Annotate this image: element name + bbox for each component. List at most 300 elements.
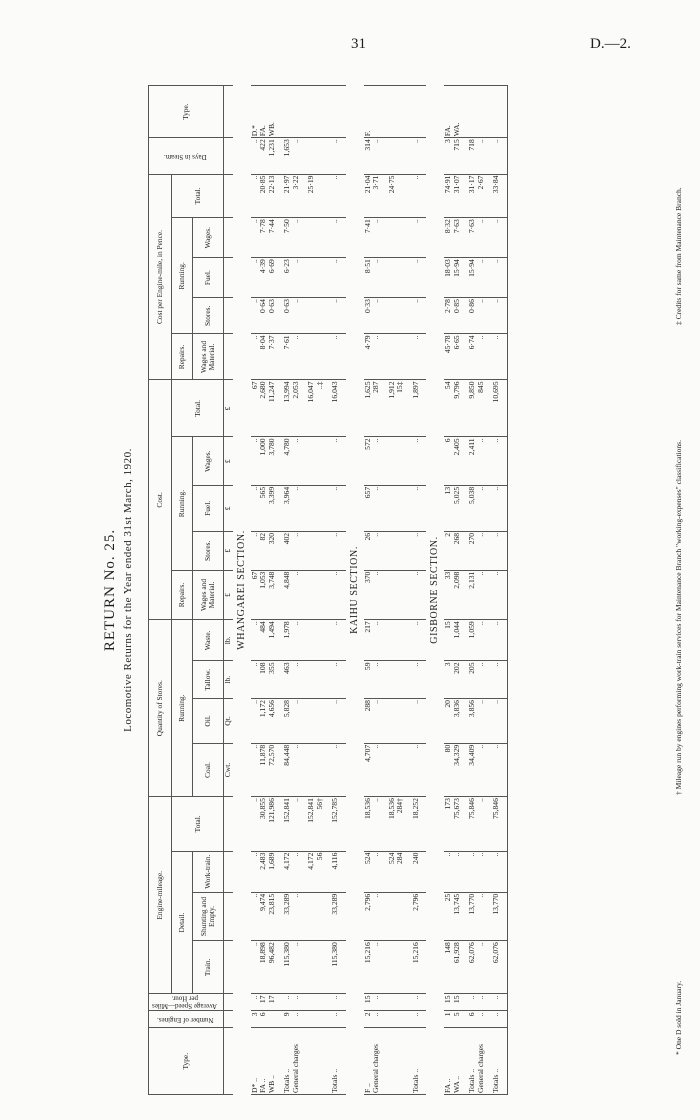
unit-cell [224, 138, 233, 174]
table-cell: 13,770 .. [467, 892, 485, 940]
row-type-right [387, 86, 405, 138]
table-cell [306, 138, 324, 174]
table-cell: 24·75 [387, 174, 405, 218]
header-engine-mileage: Engine-mileage. [149, 797, 172, 994]
table-cell: .. [411, 661, 421, 699]
table-cell: 148 61,928 [444, 941, 461, 994]
spacer-cell [501, 743, 508, 796]
spacer-cell [501, 138, 508, 174]
table-cell: 463 .. [282, 661, 300, 699]
unit-cell: £ [224, 485, 233, 531]
table-cell: .. [330, 1011, 340, 1028]
unit-cell: £ [224, 437, 233, 485]
row-label: D* .. FA .. WB .. [251, 1028, 277, 1095]
header-type: Type. [149, 1028, 224, 1095]
table-cell: 15,216 [411, 941, 421, 994]
table-cell: 3 202 [444, 661, 461, 699]
spacer-cell [501, 851, 508, 892]
header-pence-stores: Stores. [193, 298, 224, 334]
table-cell: .. [491, 258, 501, 298]
table-cell: 20 3,836 [444, 699, 461, 744]
table-cell: .. [411, 994, 421, 1011]
table-row [467, 86, 485, 1095]
section-heading-row [346, 86, 364, 1095]
table-cell: .. [411, 218, 421, 258]
table-cell: .. [491, 661, 501, 699]
table-cell: .. [491, 743, 501, 796]
row-label: Totals .. [330, 1028, 340, 1095]
header-stores-running: Running. [172, 620, 193, 797]
table-cell [306, 485, 324, 531]
table-cell: 31·17 2·67 [467, 174, 485, 218]
table-cell: .. 422 1,231 [251, 138, 277, 174]
spacer-cell [501, 380, 508, 437]
table-cell [306, 743, 324, 796]
header-pence-fuel: Fuel. [193, 258, 224, 298]
table-cell: .. [491, 298, 501, 334]
table-cell: 0·86 .. [467, 298, 485, 334]
table-cell: 4,172 .. [282, 851, 300, 892]
table-cell: 10,695 [491, 380, 501, 437]
table-cell: .. [411, 334, 421, 380]
table-cell: 1,978 .. [282, 620, 300, 661]
table-row [387, 86, 405, 1095]
table-cell: .. [411, 258, 421, 298]
table-cell: .. [491, 570, 501, 620]
section-heading: GISBORNE SECTION. [429, 536, 441, 644]
section-heading: WHANGAREI SECTION. [235, 530, 247, 650]
table-cell: 2,796 .. [364, 892, 381, 940]
table-cell: 1,897 [411, 380, 421, 437]
spacer-cell [501, 437, 508, 485]
header-number-of-engines: Number of Engines. [149, 1011, 224, 1028]
table-body [224, 86, 508, 1095]
header-type-right: Type. [149, 86, 224, 138]
spacer-cell [501, 334, 508, 380]
table-cell: 1,912 15‡ [387, 380, 405, 437]
table-cell: 2 .. [364, 1011, 381, 1028]
table-cell: 6·23 .. [282, 258, 300, 298]
header-pence-wages: Wages. [193, 218, 224, 258]
table-cell [387, 994, 405, 1011]
table-cell: 288 .. [364, 699, 381, 744]
header-cost-total: Total. [172, 380, 224, 437]
table-cell: 16,047 ..‡ [306, 380, 324, 437]
table-cell: 270 .. [467, 531, 485, 570]
table-cell: .. [491, 334, 501, 380]
table-cell: 26 .. [364, 531, 381, 570]
table-cell: .. .. [282, 994, 300, 1011]
locomotive-returns-table [148, 85, 508, 1095]
table-row [411, 86, 421, 1095]
spacer-cell [501, 1011, 508, 1028]
unit-cell [224, 994, 233, 1011]
row-type-right [306, 86, 324, 138]
table-cell: 16,043 [330, 380, 340, 437]
header-cost-fuel: Fuel. [193, 485, 224, 531]
unit-cell [224, 218, 233, 258]
table-cell: 75,846 [491, 797, 501, 852]
table-cell: .. 1,172 4,656 [251, 699, 277, 744]
table-row [306, 86, 324, 1095]
unit-cell [224, 1028, 233, 1095]
table-cell: 240 [411, 851, 421, 892]
row-type-right [330, 86, 340, 138]
table-cell: .. [491, 218, 501, 258]
table-cell: .. 7·78 7·44 [251, 218, 277, 258]
row-label: Totals .. [491, 1028, 501, 1095]
spacer-cell [501, 892, 508, 940]
table-cell: .. 565 3,399 [251, 485, 277, 531]
table-cell: 2 268 [444, 531, 461, 570]
table-cell: .. [411, 1011, 421, 1028]
table-cell: 18,252 [411, 797, 421, 852]
row-label: Totals .. General charges [282, 1028, 300, 1095]
table-cell: .. .. [444, 851, 461, 892]
table-cell: 657 .. [364, 485, 381, 531]
table-cell: .. 108 355 [251, 661, 277, 699]
unit-cell [224, 851, 233, 892]
header-coal: Coal. [193, 743, 224, 796]
table-cell: .. [411, 531, 421, 570]
table-cell: .. 20·85 22·13 [251, 174, 277, 218]
spacer-cell [501, 531, 508, 570]
section-heading-row [233, 86, 251, 1095]
table-cell: 7·41 .. [364, 218, 381, 258]
table-cell: 62,076 [491, 941, 501, 994]
table-cell: .. [330, 437, 340, 485]
spacer-cell [501, 174, 508, 218]
table-cell: 15 .. [364, 994, 381, 1011]
table-cell: .. [330, 218, 340, 258]
spacer-cell [501, 661, 508, 699]
table-cell: 21·04 3·71 [364, 174, 381, 218]
table-cell: .. 30,855 121,986 [251, 797, 277, 852]
table-cell: .. [411, 174, 421, 218]
table-cell: .. [491, 485, 501, 531]
header-train: Train. [193, 941, 224, 994]
header-detail: Detail. [172, 851, 193, 994]
table-cell: .. [491, 699, 501, 744]
table-cell: .. [330, 699, 340, 744]
table-cell: .. 82 320 [251, 531, 277, 570]
table-cell: 9 .. [282, 1011, 300, 1028]
table-cell: 4,780 .. [282, 437, 300, 485]
table-cell: 13,994 2,053 [282, 380, 300, 437]
table-cell: .. 1,000 3,780 [251, 437, 277, 485]
table-cell: .. [491, 437, 501, 485]
table-cell: 6 .. [467, 1011, 485, 1028]
unit-cell: lb. [224, 661, 233, 699]
table-cell: 115,380 [330, 941, 340, 994]
table-cell: 54 9,796 [444, 380, 461, 437]
spacer-cell [501, 298, 508, 334]
table-cell [306, 620, 324, 661]
table-cell [306, 1011, 324, 1028]
section-heading: KAIHU SECTION. [348, 546, 360, 634]
table-cell: 45·78 6·65 [444, 334, 461, 380]
row-type-right: FA. WA. [444, 86, 461, 138]
table-cell: 33 2,098 [444, 570, 461, 620]
table-cell: 2,131 .. [467, 570, 485, 620]
table-cell [306, 334, 324, 380]
table-cell: 3,856 .. [467, 699, 485, 744]
table-cell [306, 531, 324, 570]
table-cell: .. [411, 298, 421, 334]
table-cell: 4,172 56 [306, 851, 324, 892]
table-cell: 718 .. [467, 138, 485, 174]
table-cell: 572 .. [364, 437, 381, 485]
units-row [224, 86, 233, 1095]
table-cell: .. [330, 334, 340, 380]
table-cell: 15 1,044 [444, 620, 461, 661]
table-cell [306, 994, 324, 1011]
table-cell: .. 17 17 [251, 994, 277, 1011]
table-cell: 80 34,329 [444, 743, 461, 796]
row-type-right [282, 86, 300, 138]
unit-cell [224, 941, 233, 994]
table-cell: .. .. [467, 851, 485, 892]
footnote-mileage-work-train: † Mileage run by engines performing work-train services for Maintenance Branch "working-expenses" classifications. [674, 440, 683, 795]
table-cell: .. .. [467, 994, 485, 1011]
table-row [330, 86, 340, 1095]
table-cell: 15·94 .. [467, 258, 485, 298]
table-cell: 18·03 15·94 [444, 258, 461, 298]
table-cell [387, 485, 405, 531]
unit-cell [224, 174, 233, 218]
row-label: FA .. WA .. [444, 1028, 461, 1095]
header-cost: Cost. [149, 380, 172, 620]
table-cell: 34,409 .. [467, 743, 485, 796]
table-cell [387, 218, 405, 258]
table-cell: 74·91 31·07 [444, 174, 461, 218]
unit-cell [224, 1011, 233, 1028]
spacer-cell [501, 941, 508, 994]
table-cell: .. 8·04 7·37 [251, 334, 277, 380]
row-label: Totals .. General charges [467, 1028, 485, 1095]
table-cell: .. 0·64 0·63 [251, 298, 277, 334]
unit-cell: Qt. [224, 699, 233, 744]
table-cell: .. 18,898 96,482 [251, 941, 277, 994]
header-pence-wages-material: Wages and Material. [193, 334, 224, 380]
unit-cell: £ [224, 380, 233, 437]
table-cell: 4,707 .. [364, 743, 381, 796]
table-cell: 8·32 7·63 [444, 218, 461, 258]
unit-cell [224, 797, 233, 852]
row-type-right: F. [364, 86, 381, 138]
table-cell: .. [411, 138, 421, 174]
header-pence-running: Running. [172, 218, 193, 334]
table-row [282, 86, 300, 1095]
table-cell: 25·19 [306, 174, 324, 218]
table-cell: 33·84 [491, 174, 501, 218]
table-row [364, 86, 381, 1095]
table-cell: 5,038 .. [467, 485, 485, 531]
table-cell: 402 .. [282, 531, 300, 570]
table-cell: 1,653 .. [282, 138, 300, 174]
table-cell: 152,841 56† [306, 797, 324, 852]
table-cell: 6 2,405 [444, 437, 461, 485]
table-cell [387, 258, 405, 298]
footnote-credits: ‡ Credits for same from Maintenance Branch. [674, 187, 683, 325]
spacer-cell [501, 1028, 508, 1095]
header-waste: Waste. [193, 620, 224, 661]
unit-cell: Cwt. [224, 743, 233, 796]
table-row [444, 86, 461, 1095]
table-cell [306, 298, 324, 334]
header-pence-repairs: Repairs. [172, 334, 193, 380]
table-cell: 370 .. [364, 570, 381, 620]
table-cell: 1,625 287 [364, 380, 381, 437]
section-heading-row [426, 86, 444, 1095]
row-type-right [411, 86, 421, 138]
row-type-right [491, 86, 501, 138]
header-oil: Oil. [193, 699, 224, 744]
table-cell: 84,448 .. [282, 743, 300, 796]
unit-cell [224, 334, 233, 380]
header-cost-stores: Stores. [193, 531, 224, 570]
table-cell [306, 218, 324, 258]
table-cell: 7·63 .. [467, 218, 485, 258]
table-cell: 62,076 .. [467, 941, 485, 994]
table-row [251, 86, 277, 1095]
table-cell: .. 9,474 23,815 [251, 892, 277, 940]
table-cell: 7·50 .. [282, 218, 300, 258]
table-cell: .. [330, 174, 340, 218]
return-subtitle: Locomotive Returns for the Year ended 31st March, 1920. [122, 448, 134, 732]
table-cell [387, 661, 405, 699]
table-cell: .. [491, 138, 501, 174]
table-cell: .. [491, 531, 501, 570]
table-cell: 4·79 .. [364, 334, 381, 380]
table-cell: .. [411, 485, 421, 531]
header-mileage-total: Total. [172, 797, 224, 852]
header-cost-wages: Wages. [193, 437, 224, 485]
spacer-cell [501, 258, 508, 298]
table-cell: 33,289 [330, 892, 340, 940]
table-cell: .. [330, 138, 340, 174]
return-title: RETURN No. 25. [102, 528, 118, 652]
table-cell: .. [491, 1011, 501, 1028]
header-average-speed: Average Speed—Miles per Hour. [149, 994, 224, 1011]
table-cell: 9,850 845 [467, 380, 485, 437]
row-type-right [467, 86, 485, 138]
spacer-cell [501, 994, 508, 1011]
table-cell [306, 699, 324, 744]
table-cell: 8·51 .. [364, 258, 381, 298]
unit-cell [224, 892, 233, 940]
table-cell: 33,289 .. [282, 892, 300, 940]
footnote-one-d-sold: * One D sold in January. [674, 980, 683, 1055]
table-cell [306, 892, 324, 940]
header-shunting: Shunting and Empty. [193, 892, 224, 940]
table-cell: 18,536 284† [387, 797, 405, 852]
row-spacer [501, 86, 508, 1095]
table-cell: 25 13,745 [444, 892, 461, 940]
table-cell: .. [411, 743, 421, 796]
header-cost-per-engine-mile: Cost per Engine-mile, in Pence. [149, 174, 172, 380]
table-cell: 3,964 .. [282, 485, 300, 531]
table-cell [387, 699, 405, 744]
table-cell: .. [330, 485, 340, 531]
table-cell: .. [330, 743, 340, 796]
header-cost-repairs: Repairs. [172, 570, 193, 620]
table-cell: .. 4·39 6·69 [251, 258, 277, 298]
table-cell: 3 6 [251, 1011, 277, 1028]
unit-cell [224, 86, 233, 138]
table-cell [387, 437, 405, 485]
table-cell: .. [411, 570, 421, 620]
spacer-cell [501, 86, 508, 138]
table-cell: 1,059 .. [467, 620, 485, 661]
table-cell: 2·78 0·85 [444, 298, 461, 334]
row-type-right: D.* FA. WB. [251, 86, 277, 138]
table-cell [387, 570, 405, 620]
table-cell: 3 715 [444, 138, 461, 174]
table-cell: 67 1,053 3,748 [251, 570, 277, 620]
table-cell [387, 1011, 405, 1028]
row-label [387, 1028, 405, 1095]
table-cell [387, 892, 405, 940]
table-cell: .. [491, 994, 501, 1011]
table-cell: 59 .. [364, 661, 381, 699]
page-number: 31 [351, 36, 366, 52]
table-cell: 152,841 .. [282, 797, 300, 852]
table-cell: .. 11,878 72,570 [251, 743, 277, 796]
table-cell [306, 570, 324, 620]
table-cell: 2,796 [411, 892, 421, 940]
table-cell: 173 75,673 [444, 797, 461, 852]
table-cell: 524 .. [364, 851, 381, 892]
table-cell: .. [411, 699, 421, 744]
unit-cell: £ [224, 531, 233, 570]
unit-cell: £ [224, 570, 233, 620]
table-cell: .. [411, 620, 421, 661]
rotated-table-block [100, 85, 700, 1095]
table-cell: 2,411 .. [467, 437, 485, 485]
table-cell: 217 .. [364, 620, 381, 661]
table-cell: 0·33 .. [364, 298, 381, 334]
table-cell: 4,848 .. [282, 570, 300, 620]
table-cell: .. [330, 570, 340, 620]
unit-cell [224, 298, 233, 334]
table-cell: 205 .. [467, 661, 485, 699]
table-cell [306, 661, 324, 699]
table-cell [387, 620, 405, 661]
table-cell [306, 941, 324, 994]
table-cell: .. [330, 258, 340, 298]
table-cell: 75,846 .. [467, 797, 485, 852]
table-cell: 18,536 .. [364, 797, 381, 852]
spacer-cell [501, 485, 508, 531]
table-cell [387, 941, 405, 994]
spacer-cell [501, 699, 508, 744]
table-cell: .. 484 1,494 [251, 620, 277, 661]
table-cell: .. [330, 994, 340, 1011]
table-cell: 115,380 .. [282, 941, 300, 994]
table-cell: .. [411, 437, 421, 485]
unit-cell [224, 258, 233, 298]
table-cell [387, 743, 405, 796]
table-cell: 524 284 [387, 851, 405, 892]
header-pence-total: Total. [172, 174, 224, 218]
table-cell: .. [491, 851, 501, 892]
table-cell: .. [330, 661, 340, 699]
table-cell [306, 437, 324, 485]
table-header [149, 86, 224, 1095]
table-cell: .. [491, 620, 501, 661]
spacer-cell [501, 218, 508, 258]
